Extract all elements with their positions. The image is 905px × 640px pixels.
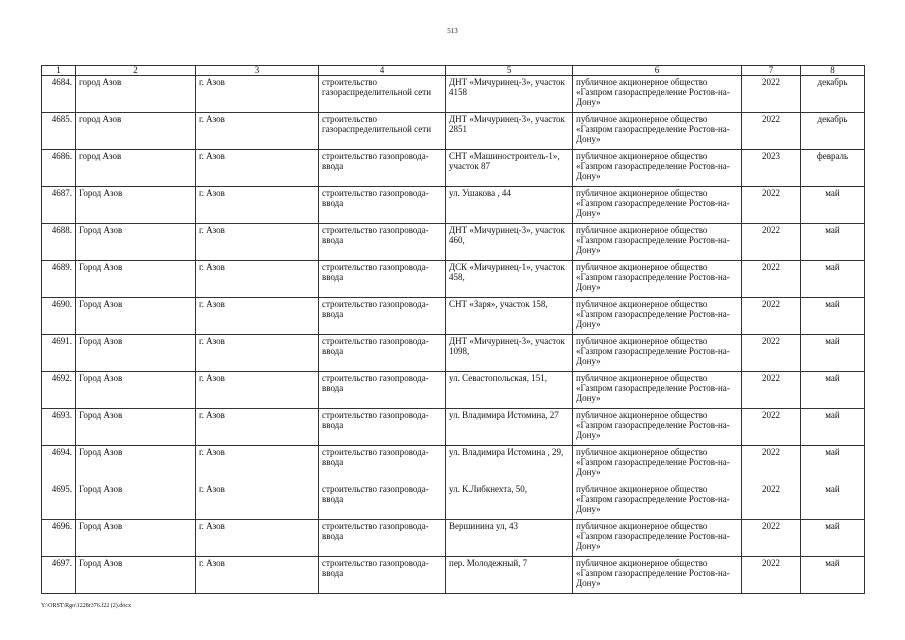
table-row: [42, 298, 865, 335]
cell-row-number: 4691.: [42, 335, 76, 372]
table-row: [42, 150, 865, 187]
cell-organization: публичное акционерное общество «Газпром газораспределение Ростов-на-Дону»: [573, 483, 742, 520]
table-row: [42, 446, 865, 483]
cell-municipality: Город Азов: [76, 261, 196, 298]
cell-settlement: г. Азов: [196, 113, 319, 150]
cell-municipality: город Азов: [76, 113, 196, 150]
cell-year: 2022: [742, 224, 801, 261]
table-row: [42, 76, 865, 113]
cell-month: май: [801, 298, 865, 335]
cell-row-number: 4685.: [42, 113, 76, 150]
cell-row-number: 4694.: [42, 446, 76, 483]
footer-file-path: Y:\ORST\Rgo\1228r376.f22 (2).docx: [41, 603, 131, 609]
cell-month: февраль: [801, 150, 865, 187]
cell-organization: публичное акционерное общество «Газпром газораспределение Ростов-на-Дону»: [573, 372, 742, 409]
cell-organization: публичное акционерное общество «Газпром газораспределение Ростов-на-Дону»: [573, 520, 742, 557]
cell-row-number: 4695.: [42, 483, 76, 520]
cell-year: 2023: [742, 150, 801, 187]
cell-month: декабрь: [801, 76, 865, 113]
cell-month: май: [801, 557, 865, 594]
table-row: [42, 113, 865, 150]
column-header: 4: [319, 66, 446, 76]
cell-row-number: 4696.: [42, 520, 76, 557]
cell-object-address: Вершинина ул, 43: [446, 520, 573, 557]
cell-row-number: 4684.: [42, 76, 76, 113]
cell-work-type: строительство газораспределительной сети: [319, 113, 446, 150]
table-row: [42, 557, 865, 594]
cell-work-type: строительство газопровода-ввода: [319, 187, 446, 224]
cell-municipality: Город Азов: [76, 335, 196, 372]
cell-settlement: г. Азов: [196, 446, 319, 483]
cell-organization: публичное акционерное общество «Газпром газораспределение Ростов-на-Дону»: [573, 150, 742, 187]
cell-month: декабрь: [801, 113, 865, 150]
cell-month: май: [801, 446, 865, 483]
cell-settlement: г. Азов: [196, 372, 319, 409]
cell-settlement: г. Азов: [196, 483, 319, 520]
cell-year: 2022: [742, 409, 801, 446]
cell-work-type: строительство газопровода-ввода: [319, 298, 446, 335]
cell-work-type: строительство газопровода-ввода: [319, 520, 446, 557]
cell-month: май: [801, 409, 865, 446]
table-row: [42, 409, 865, 446]
cell-row-number: 4687.: [42, 187, 76, 224]
cell-organization: публичное акционерное общество «Газпром газораспределение Ростов-на-Дону»: [573, 261, 742, 298]
table-row: [42, 224, 865, 261]
cell-object-address: ДНТ «Мичуринец-3», участок 460,: [446, 224, 573, 261]
cell-municipality: Город Азов: [76, 483, 196, 520]
cell-municipality: Город Азов: [76, 446, 196, 483]
cell-row-number: 4692.: [42, 372, 76, 409]
registry-table: [41, 65, 865, 594]
cell-organization: публичное акционерное общество «Газпром газораспределение Ростов-на-Дону»: [573, 224, 742, 261]
cell-work-type: строительство газопровода-ввода: [319, 557, 446, 594]
cell-settlement: г. Азов: [196, 76, 319, 113]
cell-month: май: [801, 483, 865, 520]
cell-year: 2022: [742, 557, 801, 594]
cell-settlement: г. Азов: [196, 261, 319, 298]
cell-year: 2022: [742, 187, 801, 224]
cell-settlement: г. Азов: [196, 150, 319, 187]
cell-object-address: ДНТ «Мичуринец-3», участок 4158: [446, 76, 573, 113]
cell-row-number: 4697.: [42, 557, 76, 594]
cell-month: май: [801, 372, 865, 409]
cell-municipality: город Азов: [76, 76, 196, 113]
cell-object-address: СНТ «Машиностроитель-1», участок 87: [446, 150, 573, 187]
cell-row-number: 4693.: [42, 409, 76, 446]
cell-organization: публичное акционерное общество «Газпром газораспределение Ростов-на-Дону»: [573, 113, 742, 150]
table-row: [42, 187, 865, 224]
cell-organization: публичное акционерное общество «Газпром газораспределение Ростов-на-Дону»: [573, 335, 742, 372]
cell-work-type: строительство газопровода-ввода: [319, 261, 446, 298]
cell-municipality: Город Азов: [76, 372, 196, 409]
column-header: 2: [76, 66, 196, 76]
cell-organization: публичное акционерное общество «Газпром газораспределение Ростов-на-Дону»: [573, 76, 742, 113]
cell-work-type: строительство газопровода-ввода: [319, 150, 446, 187]
cell-settlement: г. Азов: [196, 520, 319, 557]
cell-year: 2022: [742, 335, 801, 372]
cell-year: 2022: [742, 446, 801, 483]
cell-municipality: город Азов: [76, 150, 196, 187]
cell-object-address: ул. К.Либкнехта, 50,: [446, 483, 573, 520]
cell-work-type: строительство газораспределительной сети: [319, 76, 446, 113]
cell-municipality: Город Азов: [76, 187, 196, 224]
page-number: 513: [447, 27, 458, 35]
cell-row-number: 4690.: [42, 298, 76, 335]
cell-settlement: г. Азов: [196, 557, 319, 594]
column-header: 1: [42, 66, 76, 76]
cell-organization: публичное акционерное общество «Газпром газораспределение Ростов-на-Дону»: [573, 446, 742, 483]
cell-year: 2022: [742, 483, 801, 520]
cell-row-number: 4686.: [42, 150, 76, 187]
cell-month: май: [801, 187, 865, 224]
cell-municipality: Город Азов: [76, 557, 196, 594]
cell-municipality: Город Азов: [76, 409, 196, 446]
cell-month: май: [801, 224, 865, 261]
cell-object-address: ДНТ «Мичуринец-3», участок 2851: [446, 113, 573, 150]
cell-municipality: Город Азов: [76, 298, 196, 335]
cell-year: 2022: [742, 372, 801, 409]
cell-year: 2022: [742, 261, 801, 298]
cell-month: май: [801, 335, 865, 372]
cell-row-number: 4688.: [42, 224, 76, 261]
cell-object-address: ДНТ «Мичуринец-3», участок 1098,: [446, 335, 573, 372]
cell-object-address: ДСК «Мичуринец-1», участок 458,: [446, 261, 573, 298]
cell-work-type: строительство газопровода-ввода: [319, 409, 446, 446]
column-header: 7: [742, 66, 801, 76]
cell-organization: публичное акционерное общество «Газпром газораспределение Ростов-на-Дону»: [573, 409, 742, 446]
cell-settlement: г. Азов: [196, 187, 319, 224]
cell-object-address: ул. Владимира Истомина, 27: [446, 409, 573, 446]
cell-work-type: строительство газопровода-ввода: [319, 483, 446, 520]
column-header: 5: [446, 66, 573, 76]
cell-object-address: ул. Ушакова , 44: [446, 187, 573, 224]
table-row: [42, 483, 865, 520]
cell-settlement: г. Азов: [196, 335, 319, 372]
table-row: [42, 261, 865, 298]
cell-settlement: г. Азов: [196, 298, 319, 335]
cell-year: 2022: [742, 298, 801, 335]
cell-year: 2022: [742, 520, 801, 557]
cell-settlement: г. Азов: [196, 224, 319, 261]
cell-work-type: строительство газопровода-ввода: [319, 372, 446, 409]
cell-organization: публичное акционерное общество «Газпром газораспределение Ростов-на-Дону»: [573, 298, 742, 335]
table-body: [42, 76, 865, 594]
column-number-row: [42, 66, 865, 76]
cell-object-address: ул. Севастопольская, 151,: [446, 372, 573, 409]
cell-organization: публичное акционерное общество «Газпром газораспределение Ростов-на-Дону»: [573, 187, 742, 224]
table-header: [42, 66, 865, 76]
cell-object-address: ул. Владимира Истомина , 29,: [446, 446, 573, 483]
cell-work-type: строительство газопровода-ввода: [319, 335, 446, 372]
cell-object-address: СНТ «Заря», участок 158,: [446, 298, 573, 335]
cell-organization: публичное акционерное общество «Газпром газораспределение Ростов-на-Дону»: [573, 557, 742, 594]
cell-month: май: [801, 520, 865, 557]
cell-object-address: пер. Молодежный, 7: [446, 557, 573, 594]
column-header: 6: [573, 66, 742, 76]
cell-work-type: строительство газопровода-ввода: [319, 446, 446, 483]
cell-municipality: Город Азов: [76, 224, 196, 261]
column-header: 3: [196, 66, 319, 76]
table-row: [42, 520, 865, 557]
cell-work-type: строительство газопровода-ввода: [319, 224, 446, 261]
cell-year: 2022: [742, 76, 801, 113]
table-row: [42, 335, 865, 372]
cell-row-number: 4689.: [42, 261, 76, 298]
cell-municipality: Город Азов: [76, 520, 196, 557]
cell-settlement: г. Азов: [196, 409, 319, 446]
column-header: 8: [801, 66, 865, 76]
cell-month: май: [801, 261, 865, 298]
cell-year: 2022: [742, 113, 801, 150]
table-row: [42, 372, 865, 409]
